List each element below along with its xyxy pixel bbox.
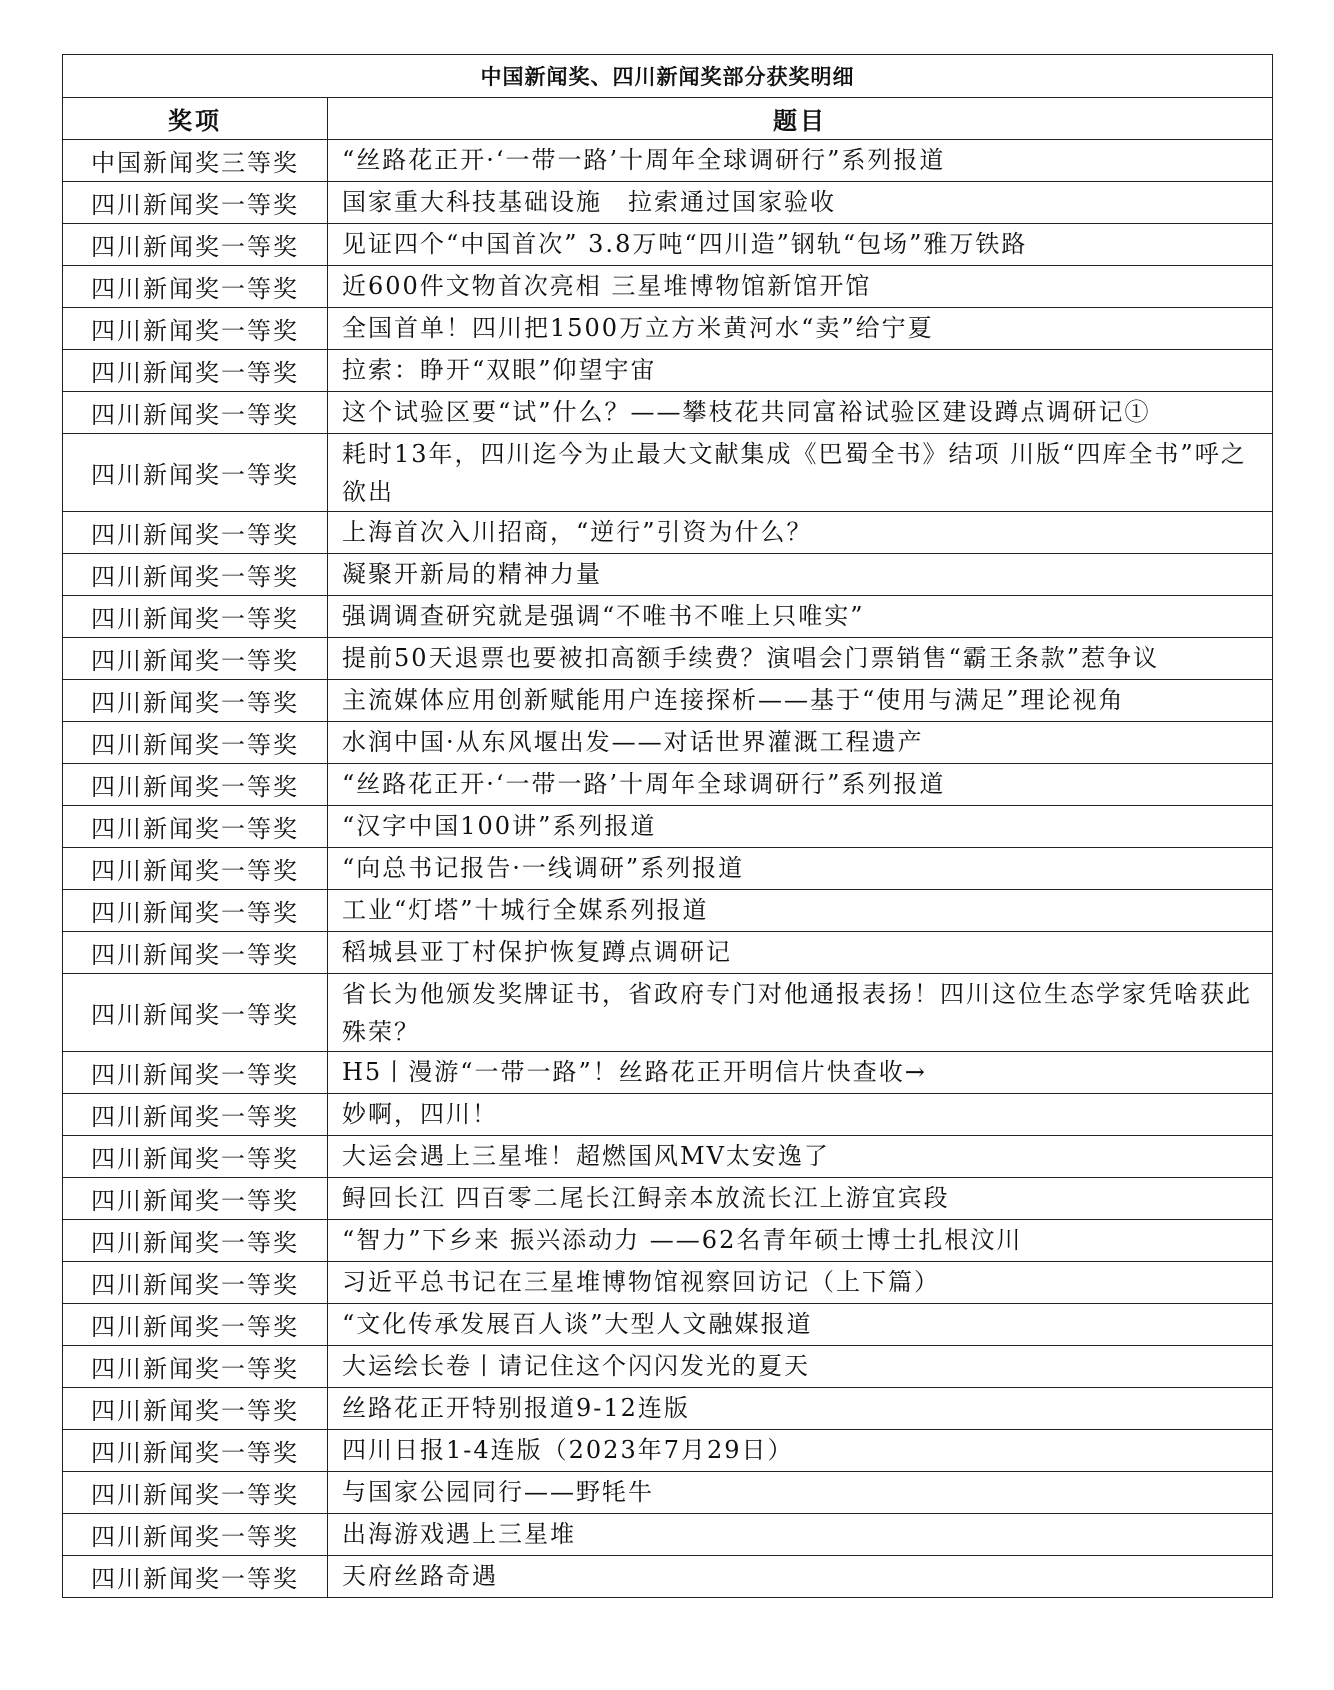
award-cell: 四川新闻奖一等奖	[63, 1472, 328, 1514]
table-row	[63, 932, 1273, 974]
table-row	[63, 140, 1273, 182]
award-cell: 四川新闻奖一等奖	[63, 596, 328, 638]
award-cell: 四川新闻奖一等奖	[63, 554, 328, 596]
table-row	[63, 1136, 1273, 1178]
award-cell: 四川新闻奖一等奖	[63, 1388, 328, 1430]
table-row	[63, 308, 1273, 350]
award-cell: 四川新闻奖一等奖	[63, 512, 328, 554]
title-cell: 这个试验区要“试”什么？——攀枝花共同富裕试验区建设蹲点调研记①	[328, 392, 1273, 434]
table-row	[63, 1346, 1273, 1388]
table-row	[63, 1094, 1273, 1136]
title-cell: 与国家公园同行——野牦牛	[328, 1472, 1273, 1514]
title-cell: 全国首单！四川把1500万立方米黄河水“卖”给宁夏	[328, 308, 1273, 350]
title-cell: “向总书记报告·一线调研”系列报道	[328, 848, 1273, 890]
award-cell: 四川新闻奖一等奖	[63, 680, 328, 722]
award-cell: 四川新闻奖一等奖	[63, 1220, 328, 1262]
table-row	[63, 434, 1273, 512]
title-cell: 耗时13年，四川迄今为止最大文献集成《巴蜀全书》结项 川版“四库全书”呼之欲出	[328, 434, 1273, 512]
award-cell: 四川新闻奖一等奖	[63, 1136, 328, 1178]
table-row	[63, 890, 1273, 932]
table-row	[63, 392, 1273, 434]
table-header-row	[63, 98, 1273, 140]
title-cell: “汉字中国100讲”系列报道	[328, 806, 1273, 848]
title-cell: “智力”下乡来 振兴添动力 ——62名青年硕士博士扎根汶川	[328, 1220, 1273, 1262]
title-cell: 大运绘长卷丨请记住这个闪闪发光的夏天	[328, 1346, 1273, 1388]
table-row	[63, 1052, 1273, 1094]
award-cell: 四川新闻奖一等奖	[63, 890, 328, 932]
title-cell: 强调调查研究就是强调“不唯书不唯上只唯实”	[328, 596, 1273, 638]
award-cell: 四川新闻奖一等奖	[63, 1514, 328, 1556]
title-cell: 工业“灯塔”十城行全媒系列报道	[328, 890, 1273, 932]
table-row	[63, 350, 1273, 392]
title-cell: H5丨漫游“一带一路”！丝路花正开明信片快查收→	[328, 1052, 1273, 1094]
table-row	[63, 1388, 1273, 1430]
award-cell: 四川新闻奖一等奖	[63, 434, 328, 512]
award-cell: 四川新闻奖一等奖	[63, 722, 328, 764]
title-cell: 上海首次入川招商，“逆行”引资为什么？	[328, 512, 1273, 554]
title-cell: “丝路花正开·‘一带一路’十周年全球调研行”系列报道	[328, 764, 1273, 806]
award-cell: 四川新闻奖一等奖	[63, 308, 328, 350]
title-cell: 凝聚开新局的精神力量	[328, 554, 1273, 596]
table-row	[63, 224, 1273, 266]
table-row	[63, 848, 1273, 890]
title-cell: 出海游戏遇上三星堆	[328, 1514, 1273, 1556]
award-cell: 四川新闻奖一等奖	[63, 266, 328, 308]
title-cell: 国家重大科技基础设施 拉索通过国家验收	[328, 182, 1273, 224]
table-row	[63, 554, 1273, 596]
table-row	[63, 596, 1273, 638]
award-cell: 中国新闻奖三等奖	[63, 140, 328, 182]
column-header-title: 题目	[328, 98, 1273, 140]
title-cell: 省长为他颁发奖牌证书，省政府专门对他通报表扬！四川这位生态学家凭啥获此殊荣？	[328, 974, 1273, 1052]
title-cell: 近600件文物首次亮相 三星堆博物馆新馆开馆	[328, 266, 1273, 308]
table-row	[63, 1472, 1273, 1514]
award-cell: 四川新闻奖一等奖	[63, 1178, 328, 1220]
table-row	[63, 512, 1273, 554]
awards-table	[62, 54, 1273, 1598]
award-cell: 四川新闻奖一等奖	[63, 1094, 328, 1136]
title-cell: 见证四个“中国首次” 3.8万吨“四川造”钢轨“包场”雅万铁路	[328, 224, 1273, 266]
table-row	[63, 1178, 1273, 1220]
award-cell: 四川新闻奖一等奖	[63, 1262, 328, 1304]
award-cell: 四川新闻奖一等奖	[63, 1052, 328, 1094]
award-cell: 四川新闻奖一等奖	[63, 1346, 328, 1388]
table-row	[63, 1220, 1273, 1262]
award-cell: 四川新闻奖一等奖	[63, 1430, 328, 1472]
table-row	[63, 638, 1273, 680]
title-cell: 水润中国·从东风堰出发——对话世界灌溉工程遗产	[328, 722, 1273, 764]
title-cell: 天府丝路奇遇	[328, 1556, 1273, 1598]
table-row	[63, 974, 1273, 1052]
table-row	[63, 1430, 1273, 1472]
award-cell: 四川新闻奖一等奖	[63, 224, 328, 266]
table-row	[63, 1304, 1273, 1346]
table-row	[63, 182, 1273, 224]
award-cell: 四川新闻奖一等奖	[63, 932, 328, 974]
table-caption: 中国新闻奖、四川新闻奖部分获奖明细	[63, 55, 1273, 98]
column-header-award: 奖项	[63, 98, 328, 140]
award-cell: 四川新闻奖一等奖	[63, 182, 328, 224]
title-cell: 大运会遇上三星堆！超燃国风MV太安逸了	[328, 1136, 1273, 1178]
table-row	[63, 1556, 1273, 1598]
title-cell: 提前50天退票也要被扣高额手续费？演唱会门票销售“霸王条款”惹争议	[328, 638, 1273, 680]
table-body	[63, 140, 1273, 1598]
table-row	[63, 722, 1273, 764]
table-row	[63, 266, 1273, 308]
title-cell: 鲟回长江 四百零二尾长江鲟亲本放流长江上游宜宾段	[328, 1178, 1273, 1220]
award-cell: 四川新闻奖一等奖	[63, 848, 328, 890]
award-cell: 四川新闻奖一等奖	[63, 638, 328, 680]
title-cell: 习近平总书记在三星堆博物馆视察回访记（上下篇）	[328, 1262, 1273, 1304]
table-row	[63, 1514, 1273, 1556]
title-cell: “文化传承发展百人谈”大型人文融媒报道	[328, 1304, 1273, 1346]
award-cell: 四川新闻奖一等奖	[63, 1556, 328, 1598]
title-cell: 主流媒体应用创新赋能用户连接探析——基于“使用与满足”理论视角	[328, 680, 1273, 722]
table-row	[63, 1262, 1273, 1304]
award-cell: 四川新闻奖一等奖	[63, 350, 328, 392]
title-cell: “丝路花正开·‘一带一路’十周年全球调研行”系列报道	[328, 140, 1273, 182]
title-cell: 稻城县亚丁村保护恢复蹲点调研记	[328, 932, 1273, 974]
title-cell: 妙啊，四川！	[328, 1094, 1273, 1136]
table-row	[63, 806, 1273, 848]
award-cell: 四川新闻奖一等奖	[63, 392, 328, 434]
table-row	[63, 764, 1273, 806]
title-cell: 丝路花正开特别报道9-12连版	[328, 1388, 1273, 1430]
title-cell: 四川日报1-4连版（2023年7月29日）	[328, 1430, 1273, 1472]
award-cell: 四川新闻奖一等奖	[63, 806, 328, 848]
table-caption-row	[63, 55, 1273, 98]
award-cell: 四川新闻奖一等奖	[63, 764, 328, 806]
title-cell: 拉索：睁开“双眼”仰望宇宙	[328, 350, 1273, 392]
award-cell: 四川新闻奖一等奖	[63, 974, 328, 1052]
award-cell: 四川新闻奖一等奖	[63, 1304, 328, 1346]
table-row	[63, 680, 1273, 722]
